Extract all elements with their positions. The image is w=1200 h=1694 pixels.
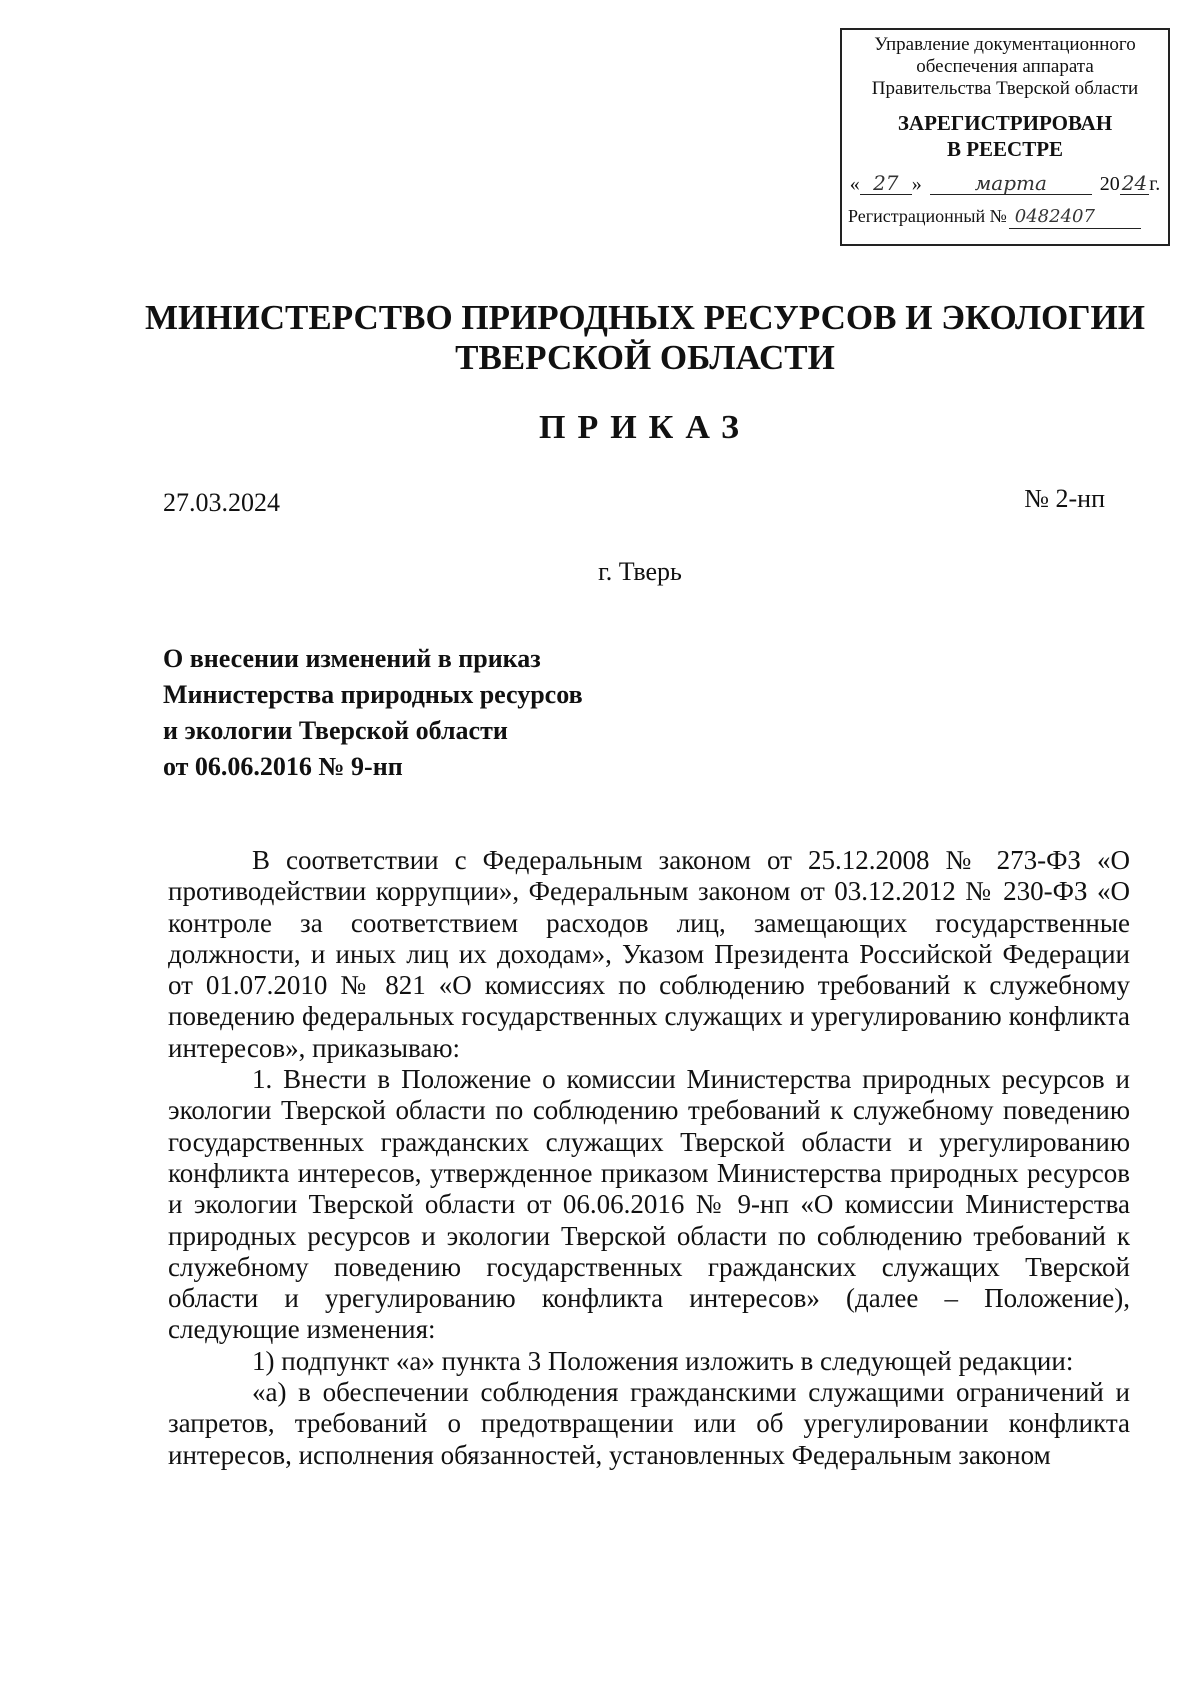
stamp-line: Правительства Тверской области — [871, 78, 1139, 99]
order-date: 27.03.2024 — [163, 488, 280, 517]
body-paragraph: 1) подпункт «а» пункта 3 Положения изложить в следующей редакции: — [252, 1345, 1074, 1376]
ministry-name-line: ТВЕРСКОЙ ОБЛАСТИ — [455, 338, 835, 377]
stamp-date-day: 27 — [860, 172, 912, 195]
order-city: г. Тверь — [598, 557, 682, 586]
body-paragraph: В соответствии с Федеральным законом от 25.12.2008 № 273-ФЗ «О противодействии коррупции», Федеральным законом от 03.12.2012 № 230-ФЗ «О контроле за соответствием расходов лиц, замещающих государственные должности, и иных лиц их доходам», Указом Президента Российской Федерации от 01.07.2010 № 821 «О комиссиях по соблюдению требований к служебному поведению федеральных государственных служащих и урегулированию конфликта интересов», приказываю: — [168, 845, 1130, 1063]
stamp-year-suffix: 24 — [1121, 171, 1148, 195]
stamp-registered-line: ЗАРЕГИСТРИРОВАН — [897, 111, 1113, 135]
subject-line: и экологии Тверской области — [163, 716, 508, 745]
registration-stamp — [840, 28, 1170, 246]
order-subject — [163, 641, 723, 785]
document-type: ПРИКАЗ — [539, 409, 751, 446]
stamp-reg-label: Регистрационный № — [848, 206, 1007, 226]
stamp-reg-number: 0482407 — [1009, 206, 1141, 229]
ministry-name — [120, 298, 1170, 378]
stamp-registered-title — [848, 110, 1162, 162]
stamp-date-month: марта — [930, 172, 1092, 195]
stamp-line: Управление документационного — [874, 34, 1136, 55]
body-paragraph: «а) в обеспечении соблюдения гражданскими служащими ограничений и запретов, требований о предотвращении или об урегулировании конфликта интересов, исполнения обязанностей, установленных Федеральным законом — [168, 1377, 1130, 1470]
stamp-line: обеспечения аппарата — [916, 56, 1094, 77]
subject-line: О внесении изменений в приказ — [163, 644, 541, 673]
subject-line: Министерства природных ресурсов — [163, 680, 583, 709]
stamp-registered-line: В РЕЕСТРЕ — [946, 137, 1064, 161]
stamp-quote-close: » — [911, 173, 922, 195]
body-paragraph: 1. Внести в Положение о комиссии Министерства природных ресурсов и экологии Тверской области по соблюдению требований к служебному поведению государственных гражданских служащих Тверской области и урегулированию конфликта интересов, утвержденное приказом Министерства природных ресурсов и экологии Тверской области от 06.06.2016 № 9-нп «О комиссии Министерства природных ресурсов и экологии Тверской области по соблюдению требований к служебному поведению государственных гражданских служащих Тверской области и урегулированию конфликта интересов» (далее – Положение), следующие изменения: — [168, 1064, 1130, 1345]
stamp-quote-open: « — [849, 173, 860, 195]
stamp-registration — [848, 205, 1162, 229]
order-number: № 2-нп — [1024, 484, 1105, 513]
stamp-date — [848, 172, 1162, 195]
stamp-year-end: г. — [1149, 173, 1161, 195]
stamp-year-prefix: 20 — [1099, 173, 1120, 195]
subject-line: от 06.06.2016 № 9-нп — [163, 752, 403, 781]
order-body — [168, 845, 1130, 1471]
ministry-name-line: МИНИСТЕРСТВО ПРИРОДНЫХ РЕСУРСОВ И ЭКОЛОГИИ — [145, 298, 1145, 337]
